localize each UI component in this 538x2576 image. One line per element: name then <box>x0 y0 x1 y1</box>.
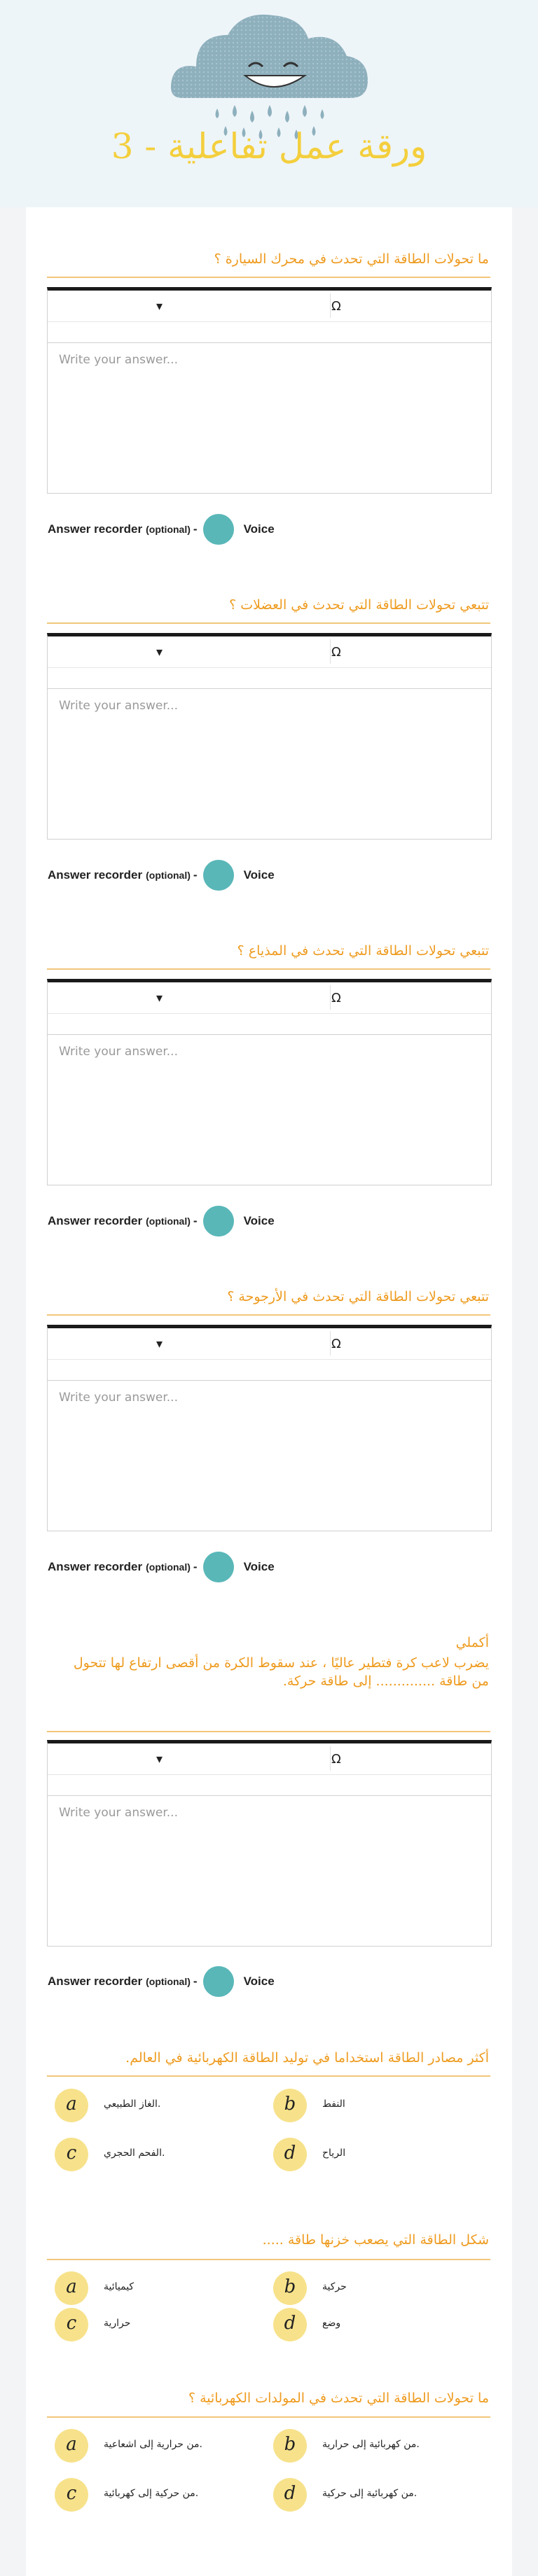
question-2-title: تتبعي تحولات الطاقة التي تحدث في العضلات ؟ <box>229 597 489 613</box>
option-text: حركية <box>322 2281 347 2292</box>
recorder-label: Answer recorder <box>48 1975 143 1988</box>
record-button[interactable] <box>203 1206 234 1237</box>
answer-recorder-5 <box>48 1966 275 1997</box>
recorder-label: Answer recorder <box>48 522 143 536</box>
recorder-label: Answer recorder <box>48 1214 143 1227</box>
toolbar-divider <box>48 1359 491 1360</box>
option-letter-a: a <box>55 2271 88 2305</box>
recorder-optional: (optional) <box>146 524 191 535</box>
question-1-title: ما تحولات الطاقة التي تحدث في محرك السيارة ؟ <box>214 251 489 267</box>
option-text: النفط <box>322 2098 345 2110</box>
recorder-label: Answer recorder <box>48 1560 143 1573</box>
option-letter-c: c <box>55 2138 88 2171</box>
toolbar-separator <box>330 293 331 318</box>
answer-editor-1[interactable] <box>47 287 492 494</box>
question-5-line-2: يضرب لاعب كرة فتطير عاليًا ، عند سقوط الكرة من أقصى ارتفاع لها تتحول <box>73 1655 489 1671</box>
answer-input[interactable]: Write your answer... <box>59 1391 178 1405</box>
option-c[interactable] <box>55 2138 272 2171</box>
option-text: من حرارية إلى اشعاعية. <box>104 2439 202 2450</box>
answer-editor-3[interactable] <box>47 979 492 1185</box>
option-c[interactable] <box>55 2308 272 2341</box>
option-text: من حركية إلى كهربائية. <box>104 2488 199 2499</box>
answer-recorder-1 <box>48 514 275 545</box>
option-letter-d: d <box>273 2308 307 2341</box>
recorder-optional: (optional) <box>146 870 191 881</box>
option-letter-b: b <box>273 2271 307 2305</box>
format-dropdown-icon[interactable]: ▾ <box>156 645 163 660</box>
voice-label: Voice <box>243 868 275 882</box>
option-text: حرارية <box>104 2318 131 2329</box>
option-letter-a: a <box>55 2089 88 2122</box>
option-a[interactable] <box>55 2089 272 2122</box>
special-character-icon[interactable]: Ω <box>331 1337 341 1351</box>
answer-editor-4[interactable] <box>47 1325 492 1531</box>
recorder-optional: (optional) <box>146 1216 191 1227</box>
option-letter-c: c <box>55 2308 88 2341</box>
option-b[interactable] <box>273 2089 490 2122</box>
option-text: الغاز الطبيعي. <box>104 2098 161 2110</box>
answer-input[interactable]: Write your answer... <box>59 699 178 713</box>
recorder-dash: - <box>193 868 198 882</box>
recorder-dash: - <box>193 1975 198 1988</box>
answer-input[interactable]: Write your answer... <box>59 1045 178 1059</box>
mcq-1-title: أكثر مصادر الطاقة استخداما في توليد الطاقة الكهربائية في العالم. <box>125 2050 489 2066</box>
header-banner <box>0 0 538 207</box>
option-text: من كهربائية إلى حرارية. <box>322 2439 420 2450</box>
special-character-icon[interactable]: Ω <box>331 991 341 1005</box>
question-divider <box>47 2259 490 2260</box>
record-button[interactable] <box>203 1966 234 1997</box>
option-letter-b: b <box>273 2429 307 2463</box>
option-letter-c: c <box>55 2478 88 2512</box>
editor-toolbar <box>48 291 491 343</box>
toolbar-divider <box>48 1774 491 1775</box>
editor-toolbar <box>48 636 491 689</box>
mcq-3-title: ما تحولات الطاقة التي تحدث في المولدات الكهربائية ؟ <box>188 2390 489 2406</box>
question-divider <box>47 1314 490 1316</box>
option-b[interactable] <box>273 2271 490 2305</box>
editor-toolbar <box>48 982 491 1035</box>
question-divider <box>47 968 490 970</box>
option-d[interactable] <box>273 2138 490 2171</box>
format-dropdown-icon[interactable]: ▾ <box>156 1752 163 1767</box>
voice-label: Voice <box>243 522 275 536</box>
question-5-line-3: من طاقة .............. إلى طاقة حركة. <box>282 1673 489 1689</box>
recorder-label: Answer recorder <box>48 868 143 882</box>
option-a[interactable] <box>55 2429 272 2463</box>
option-b[interactable] <box>273 2429 490 2463</box>
recorder-optional: (optional) <box>146 1561 191 1573</box>
option-text: الفحم الحجري. <box>104 2147 165 2159</box>
question-divider <box>47 2416 490 2418</box>
question-divider <box>47 277 490 278</box>
question-divider <box>47 622 490 624</box>
editor-toolbar <box>48 1328 491 1381</box>
question-5-heading: أكملي <box>455 1635 489 1650</box>
record-button[interactable] <box>203 1552 234 1582</box>
answer-recorder-2 <box>48 860 275 891</box>
question-divider <box>47 1731 490 1732</box>
format-dropdown-icon[interactable]: ▾ <box>156 299 163 314</box>
option-d[interactable] <box>273 2478 490 2512</box>
option-letter-d: d <box>273 2138 307 2171</box>
answer-recorder-4 <box>48 1552 275 1582</box>
toolbar-divider <box>48 321 491 322</box>
question-divider <box>47 2075 490 2077</box>
format-dropdown-icon[interactable]: ▾ <box>156 1337 163 1351</box>
option-letter-a: a <box>55 2429 88 2463</box>
toolbar-separator <box>330 1331 331 1356</box>
recorder-dash: - <box>193 1214 198 1227</box>
editor-toolbar <box>48 1743 491 1796</box>
toolbar-separator <box>330 1746 331 1771</box>
answer-input[interactable]: Write your answer... <box>59 1806 178 1820</box>
question-4-title: تتبعي تحولات الطاقة التي تحدث في الأرجوحة ؟ <box>227 1289 489 1304</box>
answer-input[interactable]: Write your answer... <box>59 353 178 367</box>
format-dropdown-icon[interactable]: ▾ <box>156 991 163 1005</box>
answer-recorder-3 <box>48 1206 275 1237</box>
toolbar-separator <box>330 985 331 1010</box>
record-button[interactable] <box>203 860 234 891</box>
option-text: من كهربائية إلى حركية. <box>322 2488 418 2499</box>
option-c[interactable] <box>55 2478 272 2512</box>
recorder-dash: - <box>193 522 198 536</box>
option-d[interactable] <box>273 2308 490 2341</box>
recorder-dash: - <box>193 1560 198 1573</box>
option-letter-d: d <box>273 2478 307 2512</box>
special-character-icon[interactable]: Ω <box>331 299 341 314</box>
option-text: كيميائية <box>104 2281 134 2292</box>
question-3-title: تتبعي تحولات الطاقة التي تحدث في المذياع ؟ <box>237 943 489 959</box>
mcq-2-title: شكل الطاقة التي يصعب خزنها طاقة ..... <box>262 2232 489 2248</box>
toolbar-divider <box>48 1013 491 1014</box>
page-title: ورقة عمل تفاعلية - 3 <box>111 126 427 167</box>
toolbar-divider <box>48 667 491 668</box>
toolbar-separator <box>330 639 331 664</box>
special-character-icon[interactable]: Ω <box>331 1752 341 1767</box>
option-letter-b: b <box>273 2089 307 2122</box>
voice-label: Voice <box>243 1214 275 1227</box>
voice-label: Voice <box>243 1560 275 1573</box>
special-character-icon[interactable]: Ω <box>331 645 341 660</box>
recorder-optional: (optional) <box>146 1976 191 1987</box>
option-text: الرياح <box>322 2147 346 2159</box>
record-button[interactable] <box>203 514 234 545</box>
option-text: وضع <box>322 2318 341 2329</box>
voice-label: Voice <box>243 1975 275 1988</box>
answer-editor-5[interactable] <box>47 1740 492 1947</box>
answer-editor-2[interactable] <box>47 633 492 840</box>
option-a[interactable] <box>55 2271 272 2305</box>
